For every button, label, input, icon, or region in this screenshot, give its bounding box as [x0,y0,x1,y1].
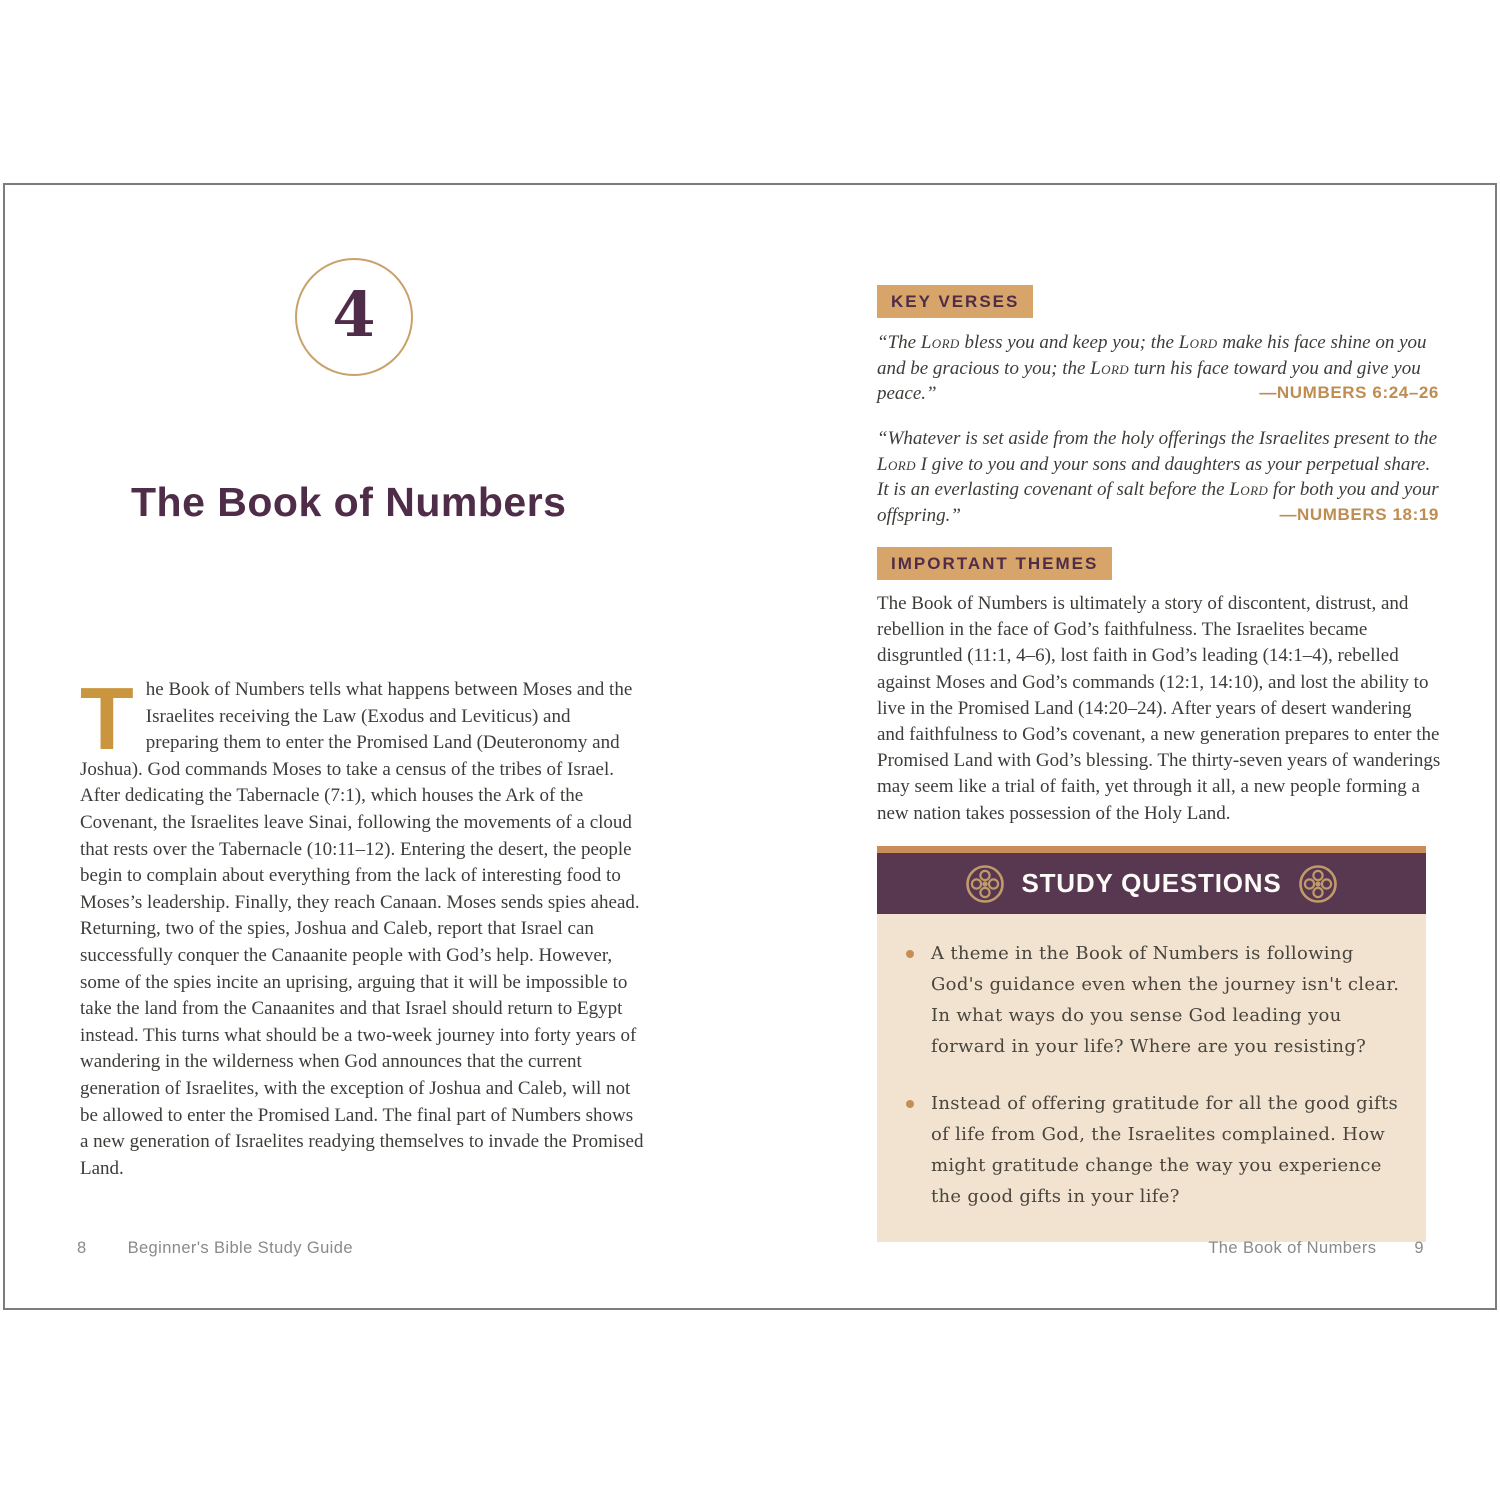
study-questions-header [877,853,1426,914]
study-question-text: Instead of offering gratitude for all the good gifts of life from God, the Israelites complained. How might gratitude change the way you experience the good gifts in your life? [931,1093,1399,1207]
running-title-right: The Book of Numbers [1208,1239,1377,1257]
study-questions-list [897,938,1400,1212]
bullet-icon [906,950,914,958]
chapter-title: The Book of Numbers [131,479,567,525]
study-questions-box [877,846,1426,1242]
verse-quote [877,426,1439,528]
verse-text: “The Lord bless you and keep you; the Lord make his face shine on you and be gracious to you; the Lord turn his face toward you and give you peace.” [877,332,1427,405]
drop-cap: T [80,669,134,768]
chapter-number: 4 [332,278,376,351]
chapter-number-badge [295,258,413,376]
footer-left [77,1239,353,1258]
study-box-top-strip [877,846,1426,853]
bullet-icon [906,1100,914,1108]
page-number-left: 8 [77,1239,87,1257]
study-question-item [897,1088,1400,1212]
page-number-right: 9 [1414,1239,1424,1257]
key-verses-label: KEY VERSES [877,285,1033,318]
page-spread [3,183,1497,1310]
important-themes-label: IMPORTANT THEMES [877,547,1112,580]
study-question-text: A theme in the Book of Numbers is following God's guidance even when the journey isn't clear. In what ways do you sense God leading you forward in your life? Where are you resisting? [931,943,1400,1057]
running-title-left: Beginner's Bible Study Guide [127,1239,353,1257]
ornament-icon [1298,864,1338,904]
verse-reference: —NUMBERS 6:24–26 [1259,383,1439,403]
study-question-item [897,938,1400,1062]
ornament-icon [965,864,1005,904]
verse-reference: —NUMBERS 18:19 [1279,504,1439,524]
footer-right [1208,1239,1424,1258]
chapter-intro-text: he Book of Numbers tells what happens between Moses and the Israelites receiving the Law (Exodus and Leviticus) and preparing them to enter the Promised Land (Deuteronomy and Joshua). God commands Moses to take a census of the tribes of Israel. After dedicating the Tabernacle (7:1), which houses the Ark of the Covenant, the Israelites leave Sinai, following the movements of a cloud that rests over the Tabernacle (10:11–12). Entering the desert, the people begin to complain about everything from the lack of interesting food to Moses’s leadership. Finally, they reach Canaan. Moses sends spies ahead. Returning, two of the spies, Joshua and Caleb, report that Israel can successfully conquer the Canaanite people with God’s help. However, some of the spies incite an uprising, arguing that it will be impossible to take the land from the Canaanites and that Israel should return to Egypt instead. This turns what should be a two-week journey into forty years of wandering in the wilderness when God announces that the current generation of Israelites, with the exception of Joshua and Caleb, will not be allowed to enter the Promised Land. The final part of Numbers shows a new generation of Israelites readying themselves to invade the Promised Land. [80,679,644,1179]
study-questions-title: STUDY QUESTIONS [1021,868,1282,898]
verse-text: “Whatever is set aside from the holy offerings the Israelites present to the Lord I give to you and your sons and daughters as your perpetual share. It is an everlasting covenant of salt before the Lord for both you and your offspring.” [877,428,1439,526]
study-questions-body [877,914,1426,1242]
verse-quote [877,330,1439,407]
themes-paragraph: The Book of Numbers is ultimately a story of discontent, distrust, and rebellion in the face of God’s faithfulness. The Israelites became disgruntled (11:1, 4–6), lost faith in God’s leading (14:1–4), rebelled against Moses and God’s commands (12:1, 14:10), and lost the ability to live in the Promised Land (14:20–24). After years of desert wandering and faithfulness to God’s covenant, a new generation prepares to enter the Promised Land with God’s blessing. The thirty-seven years of wanderings may seem like a trial of faith, yet through it all, a new people forming a new nation takes possession of the Holy Land. [877,593,1441,824]
chapter-intro [80,669,646,1182]
